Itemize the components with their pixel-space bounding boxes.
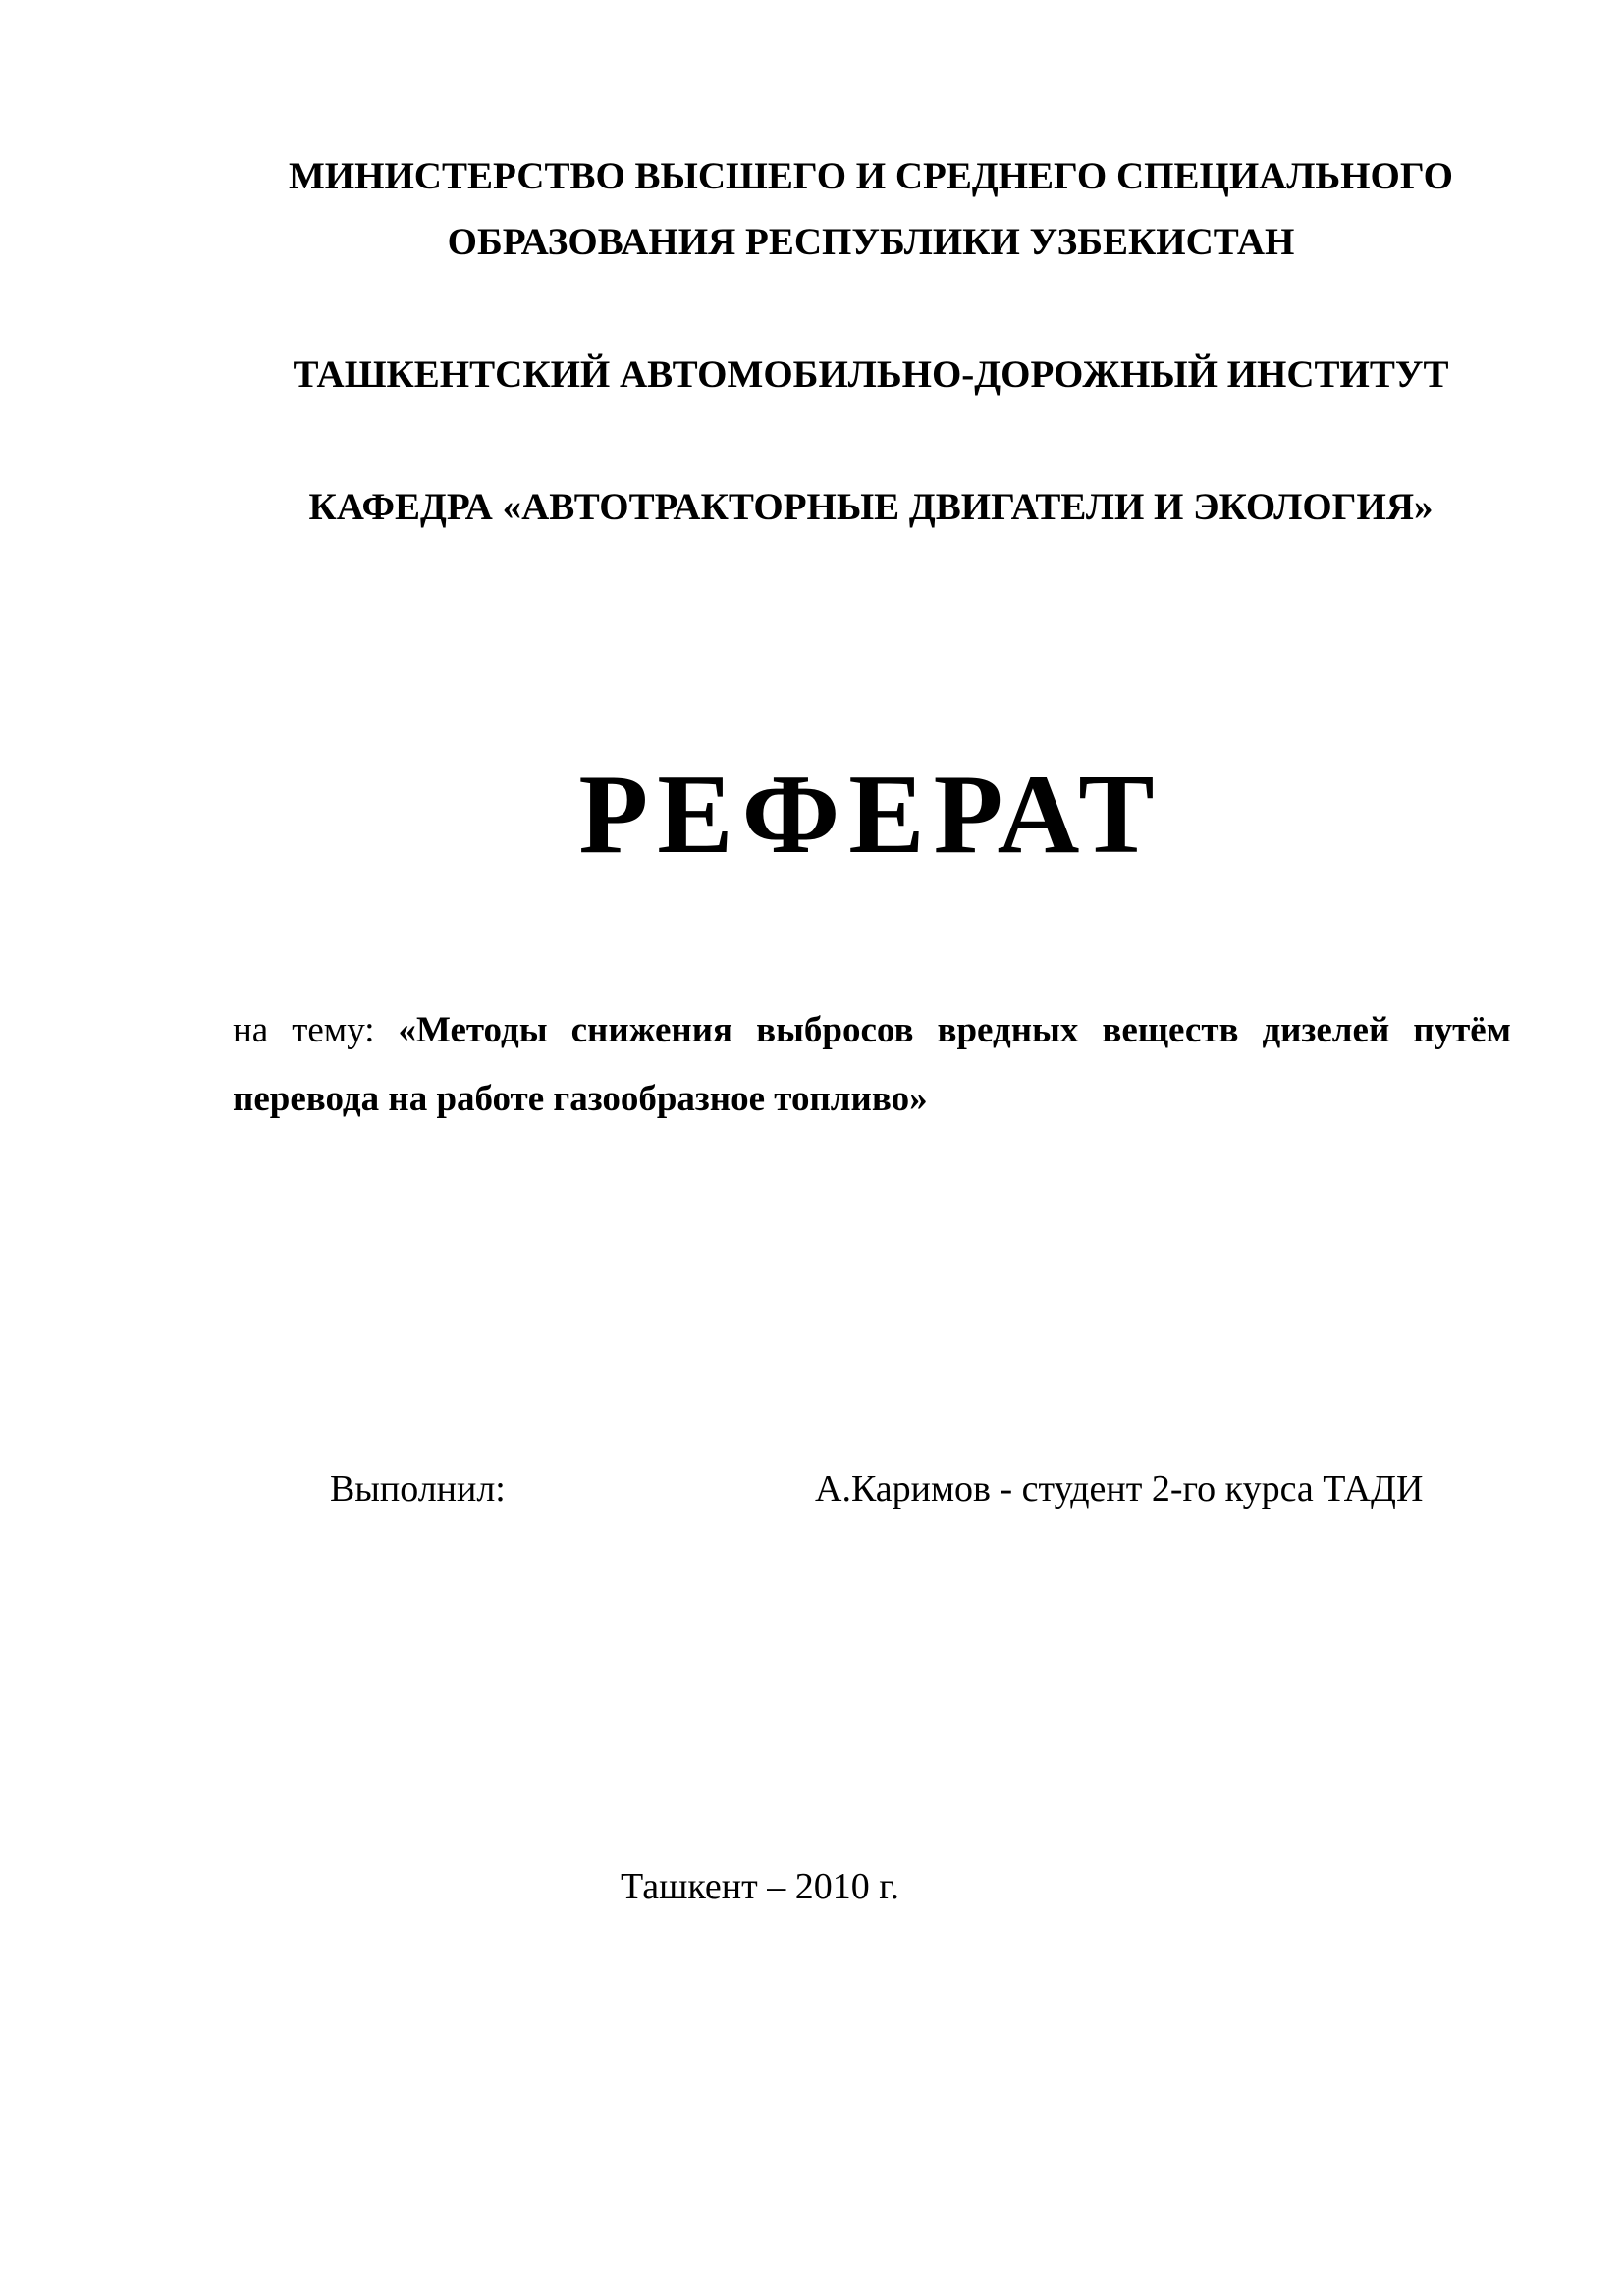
ministry-heading-line-2: ОБРАЗОВАНИЯ РЕСПУБЛИКИ УЗБЕКИСТАН xyxy=(447,221,1295,263)
topic-word: выбросов xyxy=(756,1010,914,1050)
topic-word: дизелей xyxy=(1262,1010,1390,1050)
performed-by-label: Выполнил: xyxy=(330,1468,506,1510)
topic-word: веществ xyxy=(1102,1010,1239,1050)
topic-word: «Методы xyxy=(398,1010,548,1050)
ministry-heading-line-1: МИНИСТЕРСТВО ВЫСШЕГО И СРЕДНЕГО СПЕЦИАЛЬНОГО xyxy=(288,155,1454,197)
topic-line-2: перевода на работе газообразное топливо» xyxy=(233,1079,928,1119)
department-heading: КАФЕДРА «АВТОТРАКТОРНЫЕ ДВИГАТЕЛИ И ЭКОЛОГИЯ» xyxy=(308,486,1434,528)
topic-prefix-word: на xyxy=(233,1010,269,1050)
institute-heading: ТАШКЕНТСКИЙ АВТОМОБИЛЬНО-ДОРОЖНЫЙ ИНСТИТУТ xyxy=(293,353,1449,396)
topic-block xyxy=(233,996,1511,1134)
city-year: Ташкент – 2010 г. xyxy=(621,1866,900,1907)
topic-word: вредных xyxy=(937,1010,1079,1050)
document-title: РЕФЕРАТ xyxy=(578,752,1164,878)
topic-line-1 xyxy=(233,996,1511,1065)
topic-word: снижения xyxy=(570,1010,733,1050)
performed-by-value: А.Каримов - студент 2-го курса ТАДИ xyxy=(815,1468,1424,1510)
topic-prefix-word: тему: xyxy=(292,1010,375,1050)
topic-word: путём xyxy=(1413,1010,1511,1050)
